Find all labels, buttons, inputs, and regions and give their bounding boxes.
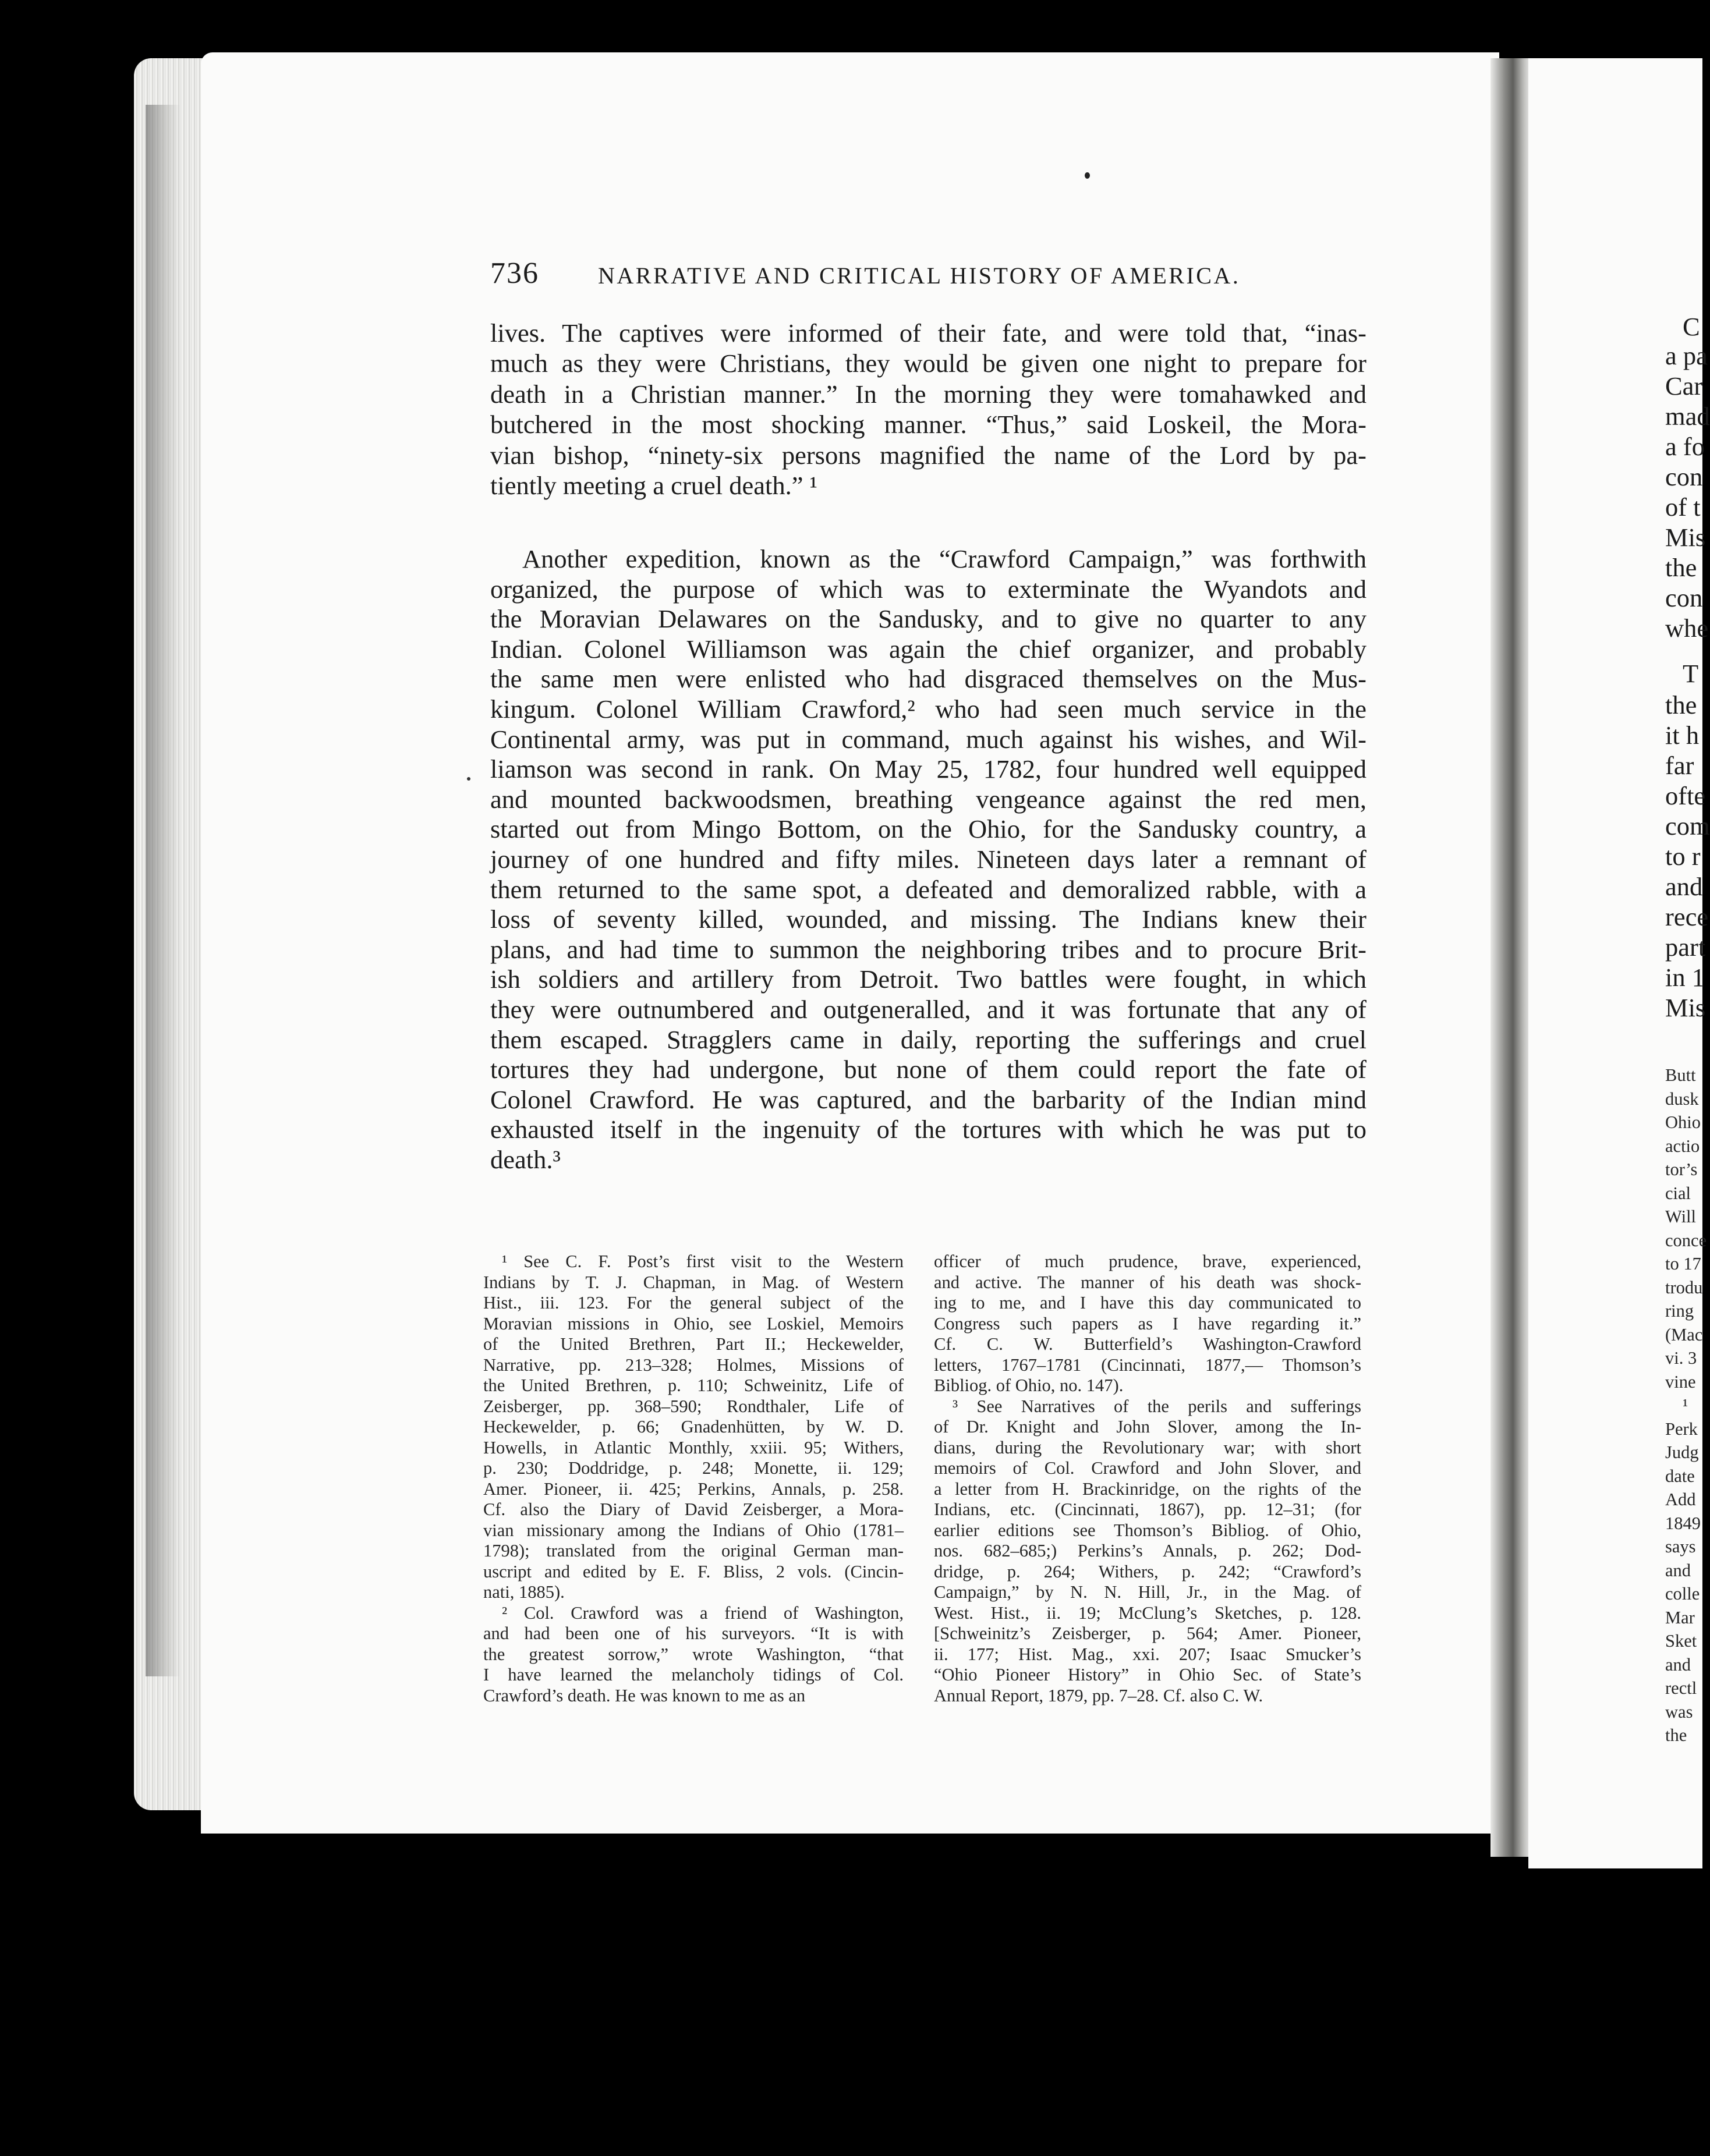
body-line: journey of one hundred and fifty miles. Nineteen days later a remnant of (490, 845, 1366, 874)
footnote-line: Indians by T. J. Chapman, in Mag. of Western (483, 1272, 904, 1292)
footnote-line: dians, during the Revolutionary war; with short (934, 1437, 1361, 1458)
right-page-line-fragment: mad (1665, 402, 1710, 431)
footnote-line: Narrative, pp. 213–328; Holmes, Missions of (483, 1354, 904, 1375)
right-page-footnote-fragment: trodu (1665, 1277, 1703, 1297)
right-page-line-fragment: com (1665, 811, 1710, 841)
right-page-footnote-fragment: cial (1665, 1183, 1691, 1203)
footnote-line: 1798); translated from the original German man- (483, 1541, 904, 1561)
footnote-line: Heckewelder, p. 66; Gnadenhütten, by W. D. (483, 1417, 904, 1437)
body-line: tortures they had undergone, but none of them could report the fate of (490, 1055, 1366, 1084)
body-line: they were outnumbered and outgeneralled, and it was fortunate that any of (490, 995, 1366, 1024)
footnote-line: ¹ See C. F. Post’s first visit to the Western (502, 1251, 904, 1271)
footnote-line: ii. 177; Hist. Mag., xxi. 207; Isaac Smucker’s (934, 1644, 1361, 1664)
footnote-line: Campaign,” by N. N. Hill, Jr., in the Mag. of (934, 1582, 1361, 1602)
right-page-footnote-fragment: was (1665, 1701, 1693, 1722)
body-line: them escaped. Stragglers came in daily, reporting the sufferings and cruel (490, 1024, 1366, 1054)
footnote-line: of Dr. Knight and John Slover, among the In- (934, 1417, 1361, 1437)
footnote-line: nati, 1885). (483, 1582, 565, 1602)
right-page-footnote-fragment: the (1665, 1725, 1687, 1745)
right-page-line-fragment: a pa (1665, 341, 1708, 370)
right-page-footnote-fragment: Perk (1665, 1419, 1698, 1439)
body-line: the Moravian Delawares on the Sandusky, and to give no quarter to any (490, 604, 1366, 634)
body-line: Colonel Crawford. He was captured, and the barbarity of the Indian mind (490, 1084, 1366, 1114)
footnote-line: letters, 1767–1781 (Cincinnati, 1877,— Thomson’s (934, 1354, 1361, 1375)
footnote-line: uscript and edited by E. F. Bliss, 2 vols. (Cincin- (483, 1561, 904, 1581)
right-page-footnote-fragment: Butt (1665, 1065, 1696, 1085)
right-page-footnote-fragment: tor’s (1665, 1159, 1698, 1179)
right-page-line-fragment: T (1683, 659, 1699, 688)
footnote-line: p. 230; Doddridge, p. 248; Monette, ii. 129; (483, 1458, 904, 1478)
right-page-footnote-fragment: rectl (1665, 1678, 1697, 1698)
margin-mark (467, 777, 470, 781)
body-line: Indian. Colonel Williamson was again the chief organizer, and probably (490, 634, 1366, 664)
right-page-footnote-fragment: ring (1665, 1301, 1694, 1321)
body-line: them returned to the same spot, a defeated and demoralized rabble, with a (490, 874, 1366, 904)
right-page-line-fragment: and (1665, 872, 1703, 901)
right-page-footnote-fragment: vi. 3 (1665, 1348, 1697, 1368)
body-line: plans, and had time to summon the neighboring tribes and to procure Brit- (490, 934, 1366, 964)
right-page-line-fragment: part (1665, 932, 1706, 962)
right-page-footnote-fragment: says (1665, 1537, 1696, 1556)
right-page-line-fragment: Mis (1665, 993, 1706, 1022)
right-page-footnote-fragment: dusk (1665, 1088, 1699, 1109)
body-line: organized, the purpose of which was to exterminate the Wyandots and (490, 574, 1366, 604)
footnote-line: “Ohio Pioneer History” in Ohio Sec. of State’s (934, 1665, 1361, 1685)
body-line: lives. The captives were informed of their fate, and were told that, “inas- (490, 318, 1366, 347)
footnote-line: earlier editions see Thomson’s Bibliog. of Ohio, (934, 1520, 1361, 1540)
footnote-line: Amer. Pioneer, ii. 425; Perkins, Annals, p. 258. (483, 1478, 904, 1499)
right-page-footnote-fragment: Add (1665, 1490, 1696, 1509)
footnote-line: Congress such papers as I have regarding it.” (934, 1313, 1361, 1334)
stray-mark (1085, 172, 1090, 179)
footnote-line: I have learned the melancholy tidings of Col. (483, 1665, 904, 1685)
right-page-footnote-fragment: Judg (1665, 1442, 1699, 1462)
footnote-line: Annual Report, 1879, pp. 7–28. Cf. also C. W. (934, 1685, 1263, 1705)
right-page-line-fragment: ofte (1665, 781, 1706, 810)
body-line: exhausted itself in the ingenuity of the tortures with which he was put to (490, 1115, 1366, 1144)
footnote-line: and had been one of his surveyors. “It is with (483, 1623, 904, 1643)
right-page-line-fragment: it h (1665, 721, 1700, 750)
footnote-line: Cf. also the Diary of David Zeisberger, a Mora- (483, 1499, 904, 1519)
right-page-line-fragment: con (1665, 462, 1703, 491)
right-page-line-fragment: Car (1665, 371, 1703, 400)
footnote-line: dridge, p. 264; Withers, p. 242; “Crawford’s (934, 1561, 1361, 1581)
right-page-footnote-fragment: colle (1665, 1584, 1700, 1604)
footnote-line: memoirs of Col. Crawford and John Slover, and (934, 1458, 1361, 1478)
right-page-line-fragment: Mis (1665, 523, 1706, 552)
footnote-line: Cf. C. W. Butterfield’s Washington-Crawford (934, 1334, 1361, 1354)
footnote-line: Zeisberger, pp. 368–590; Rondthaler, Life of (483, 1396, 904, 1416)
footnote-line: the United Brethren, p. 110; Schweinitz, Life of (483, 1375, 904, 1395)
right-page-footnote-fragment: conce (1665, 1230, 1707, 1250)
body-line: vian bishop, “ninety-six persons magnified the name of the Lord by pa- (490, 440, 1366, 470)
footnote-line: Bibliog. of Ohio, no. 147). (934, 1375, 1124, 1395)
footnote-line: ³ See Narratives of the perils and sufferings (953, 1396, 1361, 1416)
footnote-line: vian missionary among the Indians of Ohio (1781– (483, 1520, 904, 1540)
footnote-line: officer of much prudence, brave, experienced, (934, 1251, 1361, 1271)
right-page-line-fragment: whe (1665, 614, 1709, 643)
right-page-line-fragment: a fo (1665, 432, 1705, 461)
body-line: ish soldiers and artillery from Detroit. Two battles were fought, in which (490, 964, 1366, 994)
body-line: butchered in the most shocking manner. “Thus,” said Loskeil, the Mora- (490, 410, 1366, 439)
right-page-footnote-fragment: date (1665, 1466, 1695, 1486)
right-page-line-fragment: the (1665, 690, 1697, 719)
body-line: liamson was second in rank. On May 25, 1782, four hundred well equipped (490, 754, 1366, 784)
running-title: NARRATIVE AND CRITICAL HISTORY OF AMERICA. (598, 263, 1241, 289)
footnote-line: Hist., iii. 123. For the general subject of the (483, 1293, 904, 1313)
footnote-line: the greatest sorrow,” wrote Washington, “that (483, 1644, 904, 1664)
footnote-line: West. Hist., ii. 19; McClung’s Sketches, p. 128. (934, 1602, 1361, 1623)
body-line: loss of seventy killed, wounded, and missing. The Indians knew their (490, 905, 1366, 934)
body-line: kingum. Colonel William Crawford,² who had seen much service in the (490, 694, 1366, 724)
right-page-line-fragment: rece (1665, 902, 1709, 931)
right-page-footnote-fragment: Will (1665, 1207, 1696, 1226)
body-line: death in a Christian manner.” In the morning they were tomahawked and (490, 379, 1366, 409)
right-page-footnote-fragment: and (1665, 1654, 1691, 1675)
footnote-line: a letter from H. Brackinridge, on the rights of the (934, 1478, 1361, 1499)
right-page-footnote-fragment: to 17 (1665, 1254, 1701, 1274)
right-page-footnote-fragment: Ohio (1665, 1112, 1701, 1132)
right-page-line-fragment: of t (1665, 492, 1701, 522)
body-line: death.³ (490, 1145, 561, 1174)
body-line: tiently meeting a cruel death.” ¹ (490, 471, 817, 500)
footnote-line: Crawford’s death. He was known to me as an (483, 1685, 806, 1705)
footnote-line: of the United Brethren, Part II.; Heckewelder, (483, 1334, 904, 1354)
body-line: and mounted backwoodsmen, breathing vengeance against the red men, (490, 784, 1366, 814)
body-line: Continental army, was put in command, much against his wishes, and Wil- (490, 724, 1366, 754)
body-line: much as they were Christians, they would be given one night to prepare for (490, 349, 1366, 378)
footnote-line: ² Col. Crawford was a friend of Washington, (502, 1602, 904, 1623)
body-line: Another expedition, known as the “Crawford Campaign,” was forthwith (522, 544, 1366, 573)
footnote-line: and active. The manner of his death was shock- (934, 1272, 1361, 1292)
right-page-footnote-fragment: vine (1665, 1371, 1696, 1392)
right-page-line-fragment: in 1 (1665, 963, 1705, 992)
right-page-line-fragment: to r (1665, 842, 1701, 871)
right-page-line-fragment: far (1665, 751, 1694, 780)
page-number: 736 (490, 257, 539, 290)
right-page-footnote-fragment: and (1665, 1560, 1691, 1580)
right-page-footnote-fragment: (Mac (1665, 1324, 1703, 1345)
right-page-footnote-fragment: Mar (1665, 1607, 1695, 1627)
right-page-footnote-fragment: 1849 (1665, 1513, 1701, 1533)
footnote-line: ing to me, and I have this day communicated to (934, 1293, 1361, 1313)
footnote-line: nos. 682–685;) Perkins’s Annals, p. 262; Dod- (934, 1541, 1361, 1561)
right-page-line-fragment: C (1683, 312, 1700, 341)
right-page-footnote-fragment: ¹ (1683, 1395, 1688, 1415)
right-page-footnote-fragment: Sket (1665, 1631, 1697, 1651)
footnote-line: Indians, etc. (Cincinnati, 1867), pp. 12–31; (for (934, 1499, 1361, 1519)
right-page-line-fragment: con (1665, 583, 1703, 612)
footnote-line: [Schweinitz’s Zeisberger, p. 564; Amer. Pioneer, (934, 1623, 1361, 1643)
book-edge-shadow (146, 105, 180, 1676)
footnote-line: Howells, in Atlantic Monthly, xxiii. 95; Withers, (483, 1437, 904, 1458)
footnote-line: Moravian missions in Ohio, see Loskiel, Memoirs (483, 1313, 904, 1334)
running-head (490, 256, 1270, 297)
body-line: started out from Mingo Bottom, on the Ohio, for the Sandusky country, a (490, 814, 1366, 844)
right-page-footnote-fragment: actio (1665, 1136, 1700, 1156)
body-line: the same men were enlisted who had disgraced themselves on the Mus- (490, 664, 1366, 694)
book-spine-gutter (1491, 58, 1531, 1857)
right-page-line-fragment: the (1665, 553, 1697, 582)
